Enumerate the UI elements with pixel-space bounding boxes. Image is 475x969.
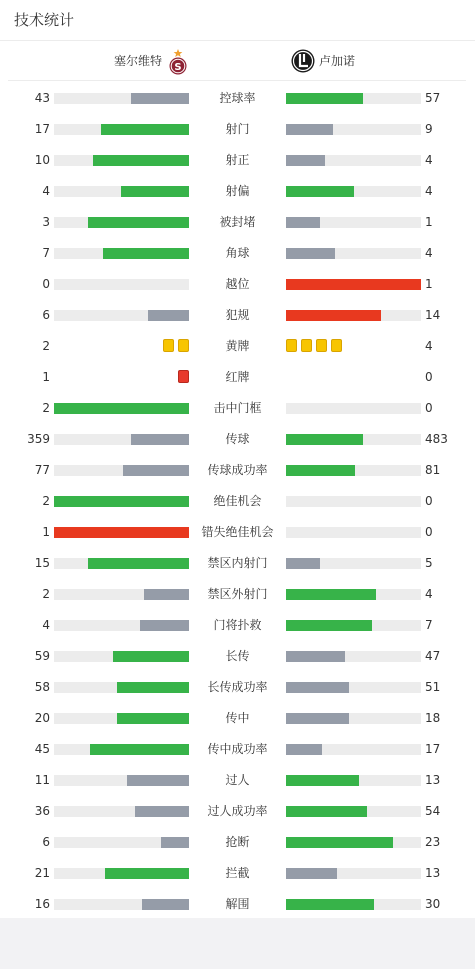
home-stat-bar-fill	[90, 744, 189, 755]
home-stat-value: 10	[34, 153, 50, 167]
stat-label: 错失绝佳机会	[201, 525, 274, 539]
home-stat-bar-fill	[140, 620, 189, 631]
away-stat-value: 4	[425, 153, 433, 167]
yellow-card-icon	[178, 339, 189, 352]
away-stat-bar-fill	[286, 744, 322, 755]
stat-label: 过人	[225, 773, 250, 787]
home-stat-bar	[54, 806, 189, 817]
home-stat-bar-fill	[142, 899, 189, 910]
stat-label: 门将扑救	[213, 618, 262, 632]
home-stat-bar-fill	[144, 589, 189, 600]
away-stat-value: 1	[425, 277, 433, 291]
away-stat-bar-fill	[286, 248, 335, 259]
away-stat-bar	[286, 496, 421, 507]
home-stat-bar-fill	[135, 806, 189, 817]
away-stat-bar	[286, 186, 421, 197]
away-stat-value: 57	[425, 91, 441, 105]
stat-row[interactable]	[0, 462, 475, 493]
away-stat-value: 54	[425, 804, 441, 818]
stat-label: 击中门框	[213, 401, 262, 415]
section-title: 技术统计	[14, 11, 75, 29]
stat-label: 传球成功率	[207, 463, 268, 477]
stat-row[interactable]	[0, 214, 475, 245]
away-stat-bar-fill	[286, 124, 333, 135]
stat-label: 角球	[225, 246, 250, 260]
home-stat-value: 59	[34, 649, 50, 663]
home-stat-bar	[54, 279, 189, 290]
away-stat-bar-fill	[286, 465, 355, 476]
home-stat-bar	[54, 620, 189, 631]
away-stat-value: 0	[425, 370, 433, 384]
stat-label: 射正	[225, 153, 250, 167]
stat-label: 射偏	[225, 184, 250, 198]
away-stat-value: 0	[425, 401, 433, 415]
home-stat-value: 0	[42, 277, 50, 291]
stat-row[interactable]	[0, 586, 475, 617]
away-stat-bar-fill	[286, 651, 345, 662]
away-stat-value: 4	[425, 339, 433, 353]
home-stat-bar	[54, 434, 189, 445]
home-stat-bar	[54, 899, 189, 910]
away-stat-bar	[286, 713, 421, 724]
away-stat-bar	[286, 155, 421, 166]
home-stat-value: 3	[42, 215, 50, 229]
stat-row[interactable]	[0, 121, 475, 152]
home-stat-value: 1	[42, 370, 50, 384]
stat-row[interactable]	[0, 555, 475, 586]
away-stat-bar	[286, 806, 421, 817]
away-stat-bar	[286, 310, 421, 321]
stat-label: 越位	[225, 277, 250, 291]
away-stat-bar	[286, 217, 421, 228]
home-stat-bar-fill	[88, 217, 189, 228]
stat-label: 控球率	[219, 91, 256, 105]
away-stat-value: 14	[425, 308, 441, 322]
home-stat-bar-fill	[113, 651, 189, 662]
home-stat-bar	[54, 217, 189, 228]
stat-label: 拦截	[225, 866, 250, 880]
away-cards	[286, 339, 342, 352]
away-stat-bar	[286, 868, 421, 879]
home-stat-bar-fill	[131, 93, 189, 104]
away-stat-bar-fill	[286, 620, 372, 631]
home-stat-bar	[54, 589, 189, 600]
away-stat-bar	[286, 124, 421, 135]
home-stat-value: 36	[34, 804, 50, 818]
away-stat-value: 13	[425, 773, 441, 787]
away-stat-bar	[286, 837, 421, 848]
home-stat-value: 6	[42, 308, 50, 322]
away-stat-bar	[286, 527, 421, 538]
home-stat-value: 17	[34, 122, 50, 136]
yellow-card-icon	[331, 339, 342, 352]
home-stat-value: 2	[42, 494, 50, 508]
stat-row[interactable]	[0, 338, 475, 369]
stat-row[interactable]	[0, 152, 475, 183]
home-stat-bar	[54, 186, 189, 197]
away-stat-bar-fill	[286, 837, 393, 848]
home-cards	[163, 339, 189, 352]
team-header	[8, 41, 466, 81]
home-stat-value: 58	[34, 680, 50, 694]
away-stat-value: 18	[425, 711, 441, 725]
home-stat-bar-fill	[161, 837, 189, 848]
away-stat-bar-fill	[286, 155, 325, 166]
home-stat-bar-fill	[101, 124, 189, 135]
home-stat-value: 21	[34, 866, 50, 880]
stat-row[interactable]	[0, 369, 475, 400]
stat-label: 黄牌	[225, 339, 250, 353]
stat-label: 禁区外射门	[207, 587, 268, 601]
away-stat-value: 30	[425, 897, 441, 911]
away-stat-value: 0	[425, 525, 433, 539]
home-stat-value: 4	[42, 184, 50, 198]
stat-row[interactable]	[0, 834, 475, 865]
stat-label: 犯规	[225, 308, 250, 322]
away-stat-value: 483	[425, 432, 448, 446]
stat-label: 传中	[225, 711, 250, 725]
away-stat-bar-fill	[286, 589, 376, 600]
away-stat-bar-fill	[286, 310, 381, 321]
away-stat-bar	[286, 434, 421, 445]
away-stat-bar	[286, 775, 421, 786]
stat-label: 过人成功率	[207, 804, 268, 818]
home-stat-value: 2	[42, 587, 50, 601]
away-stat-bar-fill	[286, 775, 359, 786]
away-stat-bar	[286, 682, 421, 693]
away-stat-bar	[286, 558, 421, 569]
away-stat-value: 0	[425, 494, 433, 508]
home-stat-bar	[54, 527, 189, 538]
home-stat-value: 2	[42, 401, 50, 415]
away-stat-bar-fill	[286, 186, 354, 197]
home-stat-value: 20	[34, 711, 50, 725]
stat-row[interactable]	[0, 648, 475, 679]
yellow-card-icon	[301, 339, 312, 352]
stat-row[interactable]	[0, 865, 475, 896]
away-stat-value: 4	[425, 246, 433, 260]
home-stat-bar	[54, 465, 189, 476]
home-stat-bar	[54, 775, 189, 786]
away-stat-bar-fill	[286, 558, 320, 569]
away-stat-value: 9	[425, 122, 433, 136]
yellow-card-icon	[316, 339, 327, 352]
away-stat-bar	[286, 403, 421, 414]
away-stat-value: 47	[425, 649, 441, 663]
stat-label: 长传成功率	[207, 680, 268, 694]
home-stat-bar	[54, 155, 189, 166]
home-stat-bar-fill	[54, 403, 189, 414]
home-stat-bar-fill	[54, 527, 189, 538]
away-stat-value: 51	[425, 680, 441, 694]
away-stat-value: 81	[425, 463, 441, 477]
away-stat-bar-fill	[286, 217, 320, 228]
away-stat-bar	[286, 651, 421, 662]
away-stat-bar	[286, 279, 421, 290]
home-stat-value: 45	[34, 742, 50, 756]
home-stat-value: 16	[34, 897, 50, 911]
home-stat-bar-fill	[88, 558, 189, 569]
away-stat-value: 23	[425, 835, 441, 849]
away-stat-bar-fill	[286, 868, 337, 879]
stat-row[interactable]	[0, 617, 475, 648]
home-stat-bar	[54, 558, 189, 569]
away-stat-bar	[286, 899, 421, 910]
home-stat-bar	[54, 124, 189, 135]
away-stat-bar	[286, 744, 421, 755]
home-stat-bar-fill	[131, 434, 189, 445]
away-stat-bar-fill	[286, 93, 363, 104]
home-stat-bar	[54, 837, 189, 848]
away-stat-bar	[286, 465, 421, 476]
stat-label: 传中成功率	[207, 742, 268, 756]
yellow-card-icon	[286, 339, 297, 352]
stat-label: 红牌	[225, 370, 250, 384]
stat-label: 禁区内射门	[207, 556, 268, 570]
home-cards	[178, 370, 189, 383]
away-stat-bar-fill	[286, 899, 374, 910]
stat-row[interactable]	[0, 307, 475, 338]
home-stat-bar-fill	[121, 186, 189, 197]
home-stat-bar	[54, 744, 189, 755]
home-stat-bar	[54, 651, 189, 662]
stat-row[interactable]	[0, 679, 475, 710]
stat-label: 射门	[225, 122, 250, 136]
away-stat-bar-fill	[286, 434, 363, 445]
away-stat-value: 7	[425, 618, 433, 632]
home-stat-bar-fill	[93, 155, 189, 166]
away-stat-bar	[286, 620, 421, 631]
lugano-crest-icon[interactable]	[291, 49, 315, 73]
home-stat-bar-fill	[117, 713, 189, 724]
stat-row[interactable]	[0, 90, 475, 121]
stat-row[interactable]	[0, 710, 475, 741]
home-stat-bar-fill	[127, 775, 189, 786]
home-stat-value: 43	[34, 91, 50, 105]
home-stat-bar	[54, 682, 189, 693]
away-stat-bar-fill	[286, 713, 349, 724]
stat-label: 传球	[225, 432, 250, 446]
stat-label: 解围	[225, 897, 250, 911]
stat-row[interactable]	[0, 183, 475, 214]
stat-label: 抢断	[225, 835, 250, 849]
stat-row[interactable]	[0, 400, 475, 431]
away-stat-value: 4	[425, 587, 433, 601]
home-stat-bar-fill	[103, 248, 189, 259]
red-card-icon	[178, 370, 189, 383]
stat-row[interactable]	[0, 431, 475, 462]
svg-text:S: S	[174, 62, 182, 73]
stat-row[interactable]	[0, 245, 475, 276]
home-stat-bar	[54, 93, 189, 104]
home-stat-value: 2	[42, 339, 50, 353]
stat-row[interactable]	[0, 524, 475, 555]
away-stat-bar	[286, 248, 421, 259]
home-stat-bar	[54, 868, 189, 879]
home-stat-bar	[54, 713, 189, 724]
home-stat-value: 359	[27, 432, 50, 446]
home-stat-bar-fill	[117, 682, 189, 693]
home-stat-value: 6	[42, 835, 50, 849]
away-stat-value: 4	[425, 184, 433, 198]
stat-label: 绝佳机会	[213, 494, 262, 508]
home-stat-value: 4	[42, 618, 50, 632]
home-stat-value: 11	[34, 773, 50, 787]
home-stat-bar-fill	[105, 868, 189, 879]
stat-row[interactable]	[0, 896, 475, 927]
stat-row[interactable]	[0, 276, 475, 307]
stat-row[interactable]	[0, 741, 475, 772]
home-stat-bar	[54, 248, 189, 259]
home-stat-bar	[54, 403, 189, 414]
home-stat-bar-fill	[54, 496, 189, 507]
home-stat-value: 7	[42, 246, 50, 260]
home-stat-bar-fill	[123, 465, 189, 476]
stat-label: 被封堵	[219, 215, 256, 229]
away-stat-bar	[286, 589, 421, 600]
away-stat-bar-fill	[286, 682, 349, 693]
stat-row[interactable]	[0, 772, 475, 803]
servette-crest-icon[interactable]	[168, 49, 188, 75]
home-stat-value: 77	[34, 463, 50, 477]
home-stat-bar	[54, 496, 189, 507]
stat-row[interactable]	[0, 803, 475, 834]
home-stat-value: 15	[34, 556, 50, 570]
away-stat-bar-fill	[286, 806, 367, 817]
away-stat-bar-fill	[286, 279, 421, 290]
home-stat-value: 1	[42, 525, 50, 539]
home-stat-bar-fill	[148, 310, 189, 321]
home-stat-bar	[54, 310, 189, 321]
stat-row[interactable]	[0, 493, 475, 524]
yellow-card-icon	[163, 339, 174, 352]
stat-label: 长传	[225, 649, 250, 663]
away-stat-value: 1	[425, 215, 433, 229]
away-team-name[interactable]: 卢加诺	[319, 54, 356, 68]
away-stat-value: 13	[425, 866, 441, 880]
home-team-name[interactable]: 塞尔维特	[113, 54, 162, 68]
away-stat-value: 5	[425, 556, 433, 570]
away-stat-bar	[286, 93, 421, 104]
away-stat-value: 17	[425, 742, 441, 756]
